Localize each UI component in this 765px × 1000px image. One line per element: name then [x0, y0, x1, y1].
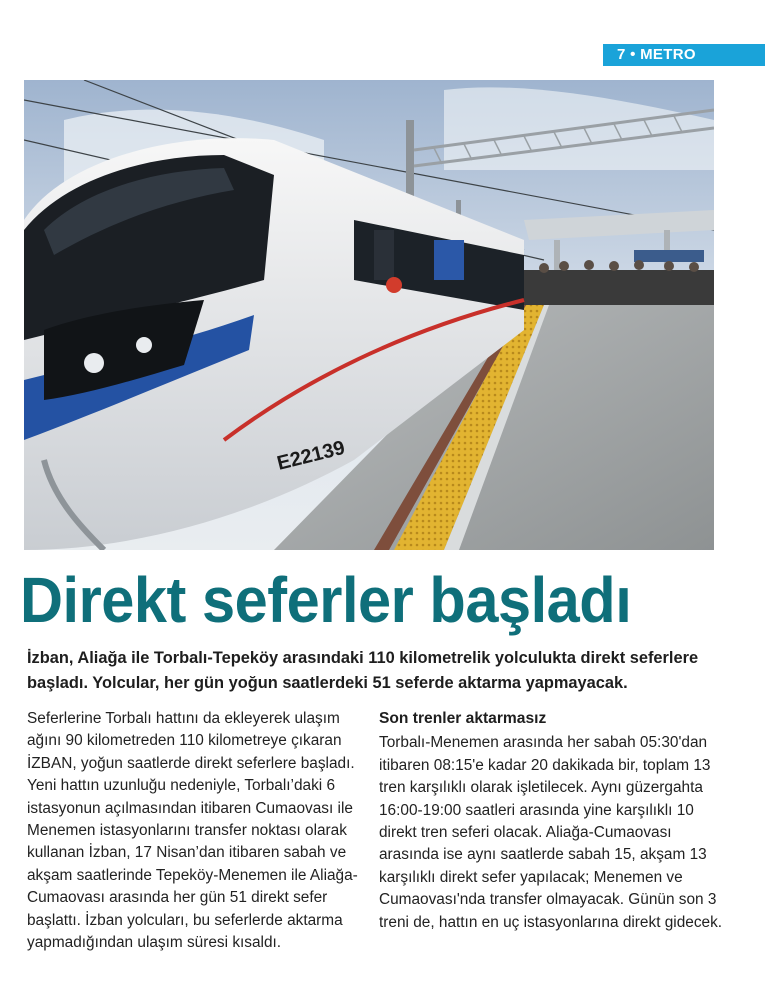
lead-paragraph: İzban, Aliağa ile Torbalı-Tepeköy arasındaki 110 kilometrelik yolculukta direkt seferlere başladı. Yolcular, her gün yoğun saatlerdeki 51 seferde aktarma yapmayacak. — [27, 649, 699, 692]
headline: Direkt seferler başladı — [20, 564, 632, 636]
body-text-left: Seferlerine Torbalı hattını da ekleyerek ulaşım ağını 90 kilometreden 110 kilometreye çıkaran İZBAN, yoğun saatlerde direkt seferlere başladı. Yeni hattın uzunluğu nedeniyle, Torbalı’daki 6 istasyonun açılmasından itibaren Cumaovası ile Menemen istasyonlarını transfer noktası olarak kullanan İzban, 17 Nisan’dan itibaren sabah ve akşam saatlerinde Tepeköy-Menemen ile Aliağa-Cumaovası arasında her gün 51 direkt sefer başlattı. İzban yolcuları, bu seferlerde aktarma yapmadığından ulaşım süresi kısaldı. — [27, 710, 358, 952]
subheading: Son trenler aktarmasız — [379, 710, 547, 727]
train-photo — [24, 80, 714, 550]
body-text-right: Torbalı-Menemen arasında her sabah 05:30'dan itibaren 08:15'e kadar 20 dakikada bir, toplam 13 tren karşılıklı olarak işletilecek. Aynı güzergahta 16:00-19:00 saatleri arasında yine karşılıklı 10 direkt tren seferi olacak. Aliağa-Cumaovası arasında ise aynı saatlerde sabah 15, akşam 13 karşılıklı direkt sefer yapılacak; Menemen ve Cumaovası'nda transfer olmayacak. Günün son 3 treni de, hattın en uç istasyonlarına direkt gidecek. — [379, 734, 723, 931]
car-number: E22139 — [274, 436, 348, 475]
body-column-left — [27, 708, 367, 954]
section-tag: 7 • METRO — [603, 44, 765, 66]
body-column-right — [379, 708, 729, 934]
